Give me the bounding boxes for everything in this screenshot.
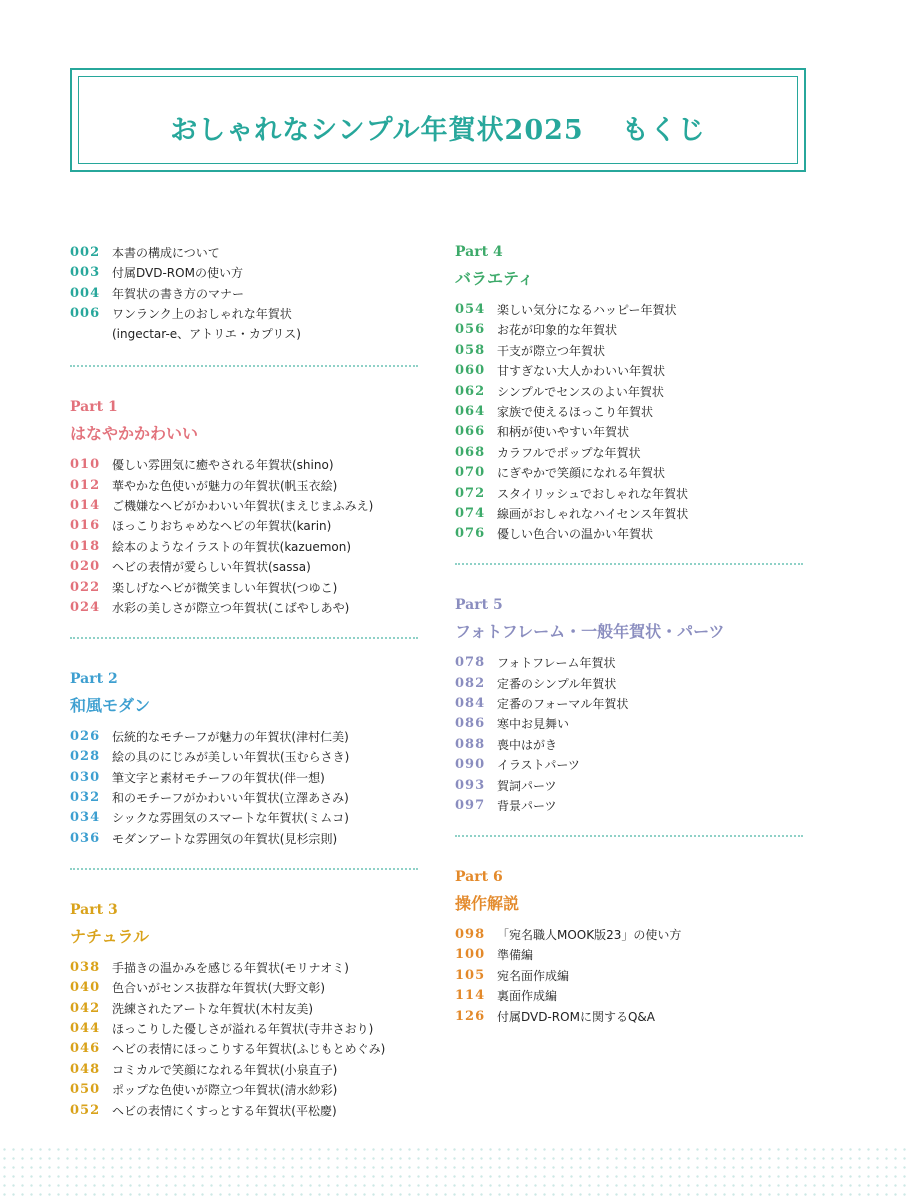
part-5-section <box>455 597 805 813</box>
left-column <box>70 240 420 1124</box>
page-number: 052 <box>70 1102 101 1118</box>
entry-title: 水彩の美しさが際立つ年賀状(こばやしあや) <box>112 600 350 615</box>
page-number: 105 <box>455 967 486 983</box>
page-number: 042 <box>70 1000 101 1016</box>
entry-title: 定番のフォーマル年賀状 <box>497 697 629 712</box>
toc-entry[interactable] <box>70 601 420 615</box>
entry-title: 準備編 <box>497 948 534 963</box>
entry-title: ヘビの表情にくすっとする年賀状(平松慶) <box>112 1103 337 1118</box>
page-number: 010 <box>70 457 101 473</box>
part-1-section <box>70 399 420 615</box>
part-name: バラエティ <box>455 269 534 288</box>
page-number: 002 <box>70 245 101 260</box>
toc-entry[interactable] <box>70 811 420 825</box>
entry-title: にぎやかで笑顔になれる年賀状 <box>497 466 666 481</box>
part-6-section <box>455 869 805 1024</box>
part-5-list <box>455 656 805 813</box>
page-number: 048 <box>70 1061 101 1077</box>
toc-entry[interactable] <box>455 344 805 358</box>
page-number: 086 <box>455 716 486 732</box>
entry-title: 喪中はがき <box>497 737 558 752</box>
page-number: 026 <box>70 728 101 744</box>
toc-entry[interactable] <box>455 656 805 670</box>
entry-title: 「宛名職人MOOK版23」の使い方 <box>497 928 682 943</box>
toc-entry[interactable] <box>70 1022 420 1036</box>
entry-title: カラフルでポップな年賀状 <box>497 445 641 460</box>
toc-entry[interactable] <box>70 458 420 472</box>
page-number: 022 <box>70 579 101 595</box>
entry-title: 背景パーツ <box>497 799 557 814</box>
toc-entry[interactable] <box>70 307 420 341</box>
page-number: 020 <box>70 559 101 575</box>
page-number: 034 <box>70 810 101 826</box>
entry-title: コミカルで笑顔になれる年賀状(小泉直子) <box>112 1062 338 1077</box>
part-name: 操作解説 <box>455 894 520 914</box>
toc-entry[interactable] <box>455 487 805 501</box>
toc-entry[interactable] <box>455 1010 805 1024</box>
part-name: はなやかかわいい <box>70 424 199 444</box>
toc-entry[interactable] <box>70 730 420 744</box>
toc-entry[interactable] <box>70 832 420 846</box>
part-label: Part 4 <box>455 244 503 260</box>
page-number: 072 <box>455 485 486 501</box>
part-3-list <box>70 961 420 1118</box>
toc-entry[interactable] <box>70 1083 420 1097</box>
entry-title: ご機嫌なヘビがかわいい年賀状(まえじまふみえ) <box>112 498 374 513</box>
toc-entry[interactable] <box>455 799 805 813</box>
part-name: フォトフレーム・一般年賀状・パーツ <box>455 622 725 642</box>
title-main: おしゃれなシンプル年賀状2025 <box>170 115 584 146</box>
toc-entry[interactable] <box>70 266 420 280</box>
page-number: 040 <box>70 980 101 996</box>
page-number: 076 <box>455 526 486 542</box>
page-number: 056 <box>455 322 486 338</box>
right-column <box>455 240 805 1030</box>
toc-entry[interactable] <box>455 446 805 460</box>
toc-entry[interactable] <box>70 750 420 764</box>
entry-title-line2: (ingectar-e、アトリエ・カプリス) <box>112 327 301 342</box>
page-number: 036 <box>70 830 101 846</box>
page-number: 074 <box>455 505 486 521</box>
part-6-list <box>455 928 805 1024</box>
entry-title: 絵本のようなイラストの年賀状(kazuemon) <box>112 539 352 554</box>
toc-entry[interactable] <box>455 364 805 378</box>
toc-entry[interactable] <box>70 581 420 595</box>
section-divider <box>70 637 418 639</box>
toc-entry[interactable] <box>70 246 420 260</box>
page-number: 003 <box>70 265 101 281</box>
toc-entry[interactable] <box>455 385 805 399</box>
page-number: 014 <box>70 497 101 513</box>
entry-title: 甘すぎない大人かわいい年賀状 <box>497 364 666 379</box>
page-number: 012 <box>70 477 101 493</box>
bottom-dot-pattern <box>0 1145 907 1200</box>
page-number: 084 <box>455 696 486 712</box>
part-2-section <box>70 671 420 846</box>
page-number: 082 <box>455 675 486 691</box>
toc-entry[interactable] <box>455 717 805 731</box>
entry-title: お花が印象的な年賀状 <box>497 323 618 338</box>
page-number: 060 <box>455 363 486 379</box>
entry-title-line1: ワンランク上のおしゃれな年賀状 <box>112 307 292 322</box>
part-4-list <box>455 303 805 541</box>
entry-title: 優しい雰囲気に癒やされる年賀状(shino) <box>112 458 334 473</box>
toc-entry[interactable] <box>70 1042 420 1056</box>
toc-entry[interactable] <box>455 527 805 541</box>
part-name: 和風モダン <box>70 695 151 715</box>
toc-entry[interactable] <box>70 1104 420 1118</box>
page-number: 078 <box>455 655 486 671</box>
entry-title: シックな雰囲気のスマートな年賀状(ミムコ) <box>112 811 349 826</box>
page-number: 032 <box>70 790 101 806</box>
entry-title: ポップな色使いが際立つ年賀状(清水紗彩) <box>112 1083 338 1098</box>
entry-title: 宛名面作成編 <box>497 968 570 983</box>
entry-title: 付属DVD-ROMの使い方 <box>112 266 243 281</box>
page-number: 126 <box>455 1008 486 1024</box>
entry-title: 寒中お見舞い <box>497 717 570 732</box>
page-number: 114 <box>455 988 486 1004</box>
toc-entry[interactable] <box>70 560 420 574</box>
part-4-section <box>455 244 805 541</box>
toc-entry[interactable] <box>70 519 420 533</box>
entry-title: 家族で使えるほっこり年賀状 <box>497 404 654 419</box>
part-label: Part 5 <box>455 597 503 614</box>
entry-title: スタイリッシュでおしゃれな年賀状 <box>497 486 689 501</box>
toc-entry[interactable] <box>455 738 805 752</box>
toc-entry[interactable] <box>70 791 420 805</box>
page-number: 050 <box>70 1082 101 1098</box>
entry-title: ほっこりした優しさが溢れる年賀状(寺井さおり) <box>112 1022 374 1037</box>
entry-title: 付属DVD-ROMに関するQ&A <box>497 1009 655 1024</box>
page-number: 064 <box>455 403 486 419</box>
page-number: 054 <box>455 302 486 317</box>
entry-title: 華やかな色使いが魅力の年賀状(帆玉衣絵) <box>112 478 338 493</box>
toc-entry[interactable] <box>455 697 805 711</box>
page-number: 088 <box>455 736 486 752</box>
page-number: 093 <box>455 777 486 793</box>
toc-entry[interactable] <box>455 405 805 419</box>
toc-entry[interactable] <box>70 479 420 493</box>
part-2-list <box>70 730 420 846</box>
entry-title: 年賀状の書き方のマナー <box>112 286 245 301</box>
page-number: 018 <box>70 538 101 554</box>
page-number: 098 <box>455 927 486 943</box>
page-number: 038 <box>70 959 101 975</box>
intro-list <box>70 246 420 341</box>
entry-title: 楽しげなヘビが微笑ましい年賀状(つゆこ) <box>112 580 338 595</box>
page-number: 062 <box>455 383 486 399</box>
page-number: 058 <box>455 342 486 358</box>
entry-title: フォトフレーム年賀状 <box>497 656 616 671</box>
part-label: Part 6 <box>455 869 503 886</box>
entry-title: 干支が際立つ年賀状 <box>497 343 606 358</box>
page-number: 046 <box>70 1041 101 1057</box>
entry-title: 賀詞パーツ <box>497 778 557 793</box>
entry-title: シンプルでセンスのよい年賀状 <box>497 384 664 399</box>
entry-title: 筆文字と素材モチーフの年賀状(伴一想) <box>112 770 325 785</box>
toc-entry[interactable] <box>455 507 805 521</box>
entry-title: 楽しい気分になるハッピー年賀状 <box>497 303 677 317</box>
toc-entry[interactable] <box>455 323 805 337</box>
entry-title: ほっこりおちゃめなヘビの年賀状(karin) <box>112 519 332 534</box>
section-divider <box>455 835 803 837</box>
page-number: 070 <box>455 465 486 481</box>
page-number: 097 <box>455 798 486 814</box>
part-label: Part 2 <box>70 670 118 687</box>
toc-entry[interactable] <box>455 969 805 983</box>
page-title <box>72 108 804 147</box>
entry-title: 絵の具のにじみが美しい年賀状(玉むらさき) <box>112 750 350 765</box>
entry-title: 本書の構成について <box>112 246 220 260</box>
entry-title: 手描きの温かみを感じる年賀状(モリナオミ) <box>112 960 349 975</box>
toc-entry[interactable] <box>455 425 805 439</box>
section-divider <box>455 563 803 565</box>
entry-title: 線画がおしゃれなハイセンス年賀状 <box>497 506 689 521</box>
page-number: 066 <box>455 424 486 440</box>
entry-title: モダンアートな雰囲気の年賀状(見杉宗則) <box>112 831 338 846</box>
entry-title: 和柄が使いやすい年賀状 <box>497 425 630 440</box>
page-number: 030 <box>70 769 101 785</box>
title-frame <box>70 68 806 172</box>
page-number: 044 <box>70 1021 101 1037</box>
page-number: 090 <box>455 757 486 773</box>
part-label: Part 3 <box>70 901 118 918</box>
page-number: 068 <box>455 444 486 460</box>
toc-entry[interactable] <box>70 1063 420 1077</box>
page-number: 006 <box>70 306 101 322</box>
toc-entry[interactable] <box>70 981 420 995</box>
entry-title: 定番のシンプル年賀状 <box>497 676 617 691</box>
toc-entry[interactable] <box>70 771 420 785</box>
toc-entry[interactable] <box>455 928 805 942</box>
toc-entry[interactable] <box>455 779 805 793</box>
part-label: Part 1 <box>70 399 118 416</box>
entry-title <box>112 307 301 341</box>
toc-entry[interactable] <box>70 499 420 513</box>
entry-title: 洗練されたアートな年賀状(木村友美) <box>112 1001 314 1016</box>
page-number: 100 <box>455 947 486 963</box>
entry-title: ヘビの表情にほっこりする年賀状(ふじもとめぐみ) <box>112 1042 386 1057</box>
entry-title: 優しい色合いの温かい年賀状 <box>497 527 654 542</box>
toc-entry[interactable] <box>70 287 420 301</box>
page-number: 028 <box>70 749 101 765</box>
toc-entry[interactable] <box>455 677 805 691</box>
entry-title: 伝統的なモチーフが魅力の年賀状(津村仁美) <box>112 729 349 744</box>
entry-title: 裏面作成編 <box>497 989 558 1004</box>
part-3-section <box>70 902 420 1118</box>
toc-entry[interactable] <box>70 1002 420 1016</box>
entry-title: イラストパーツ <box>497 758 580 773</box>
toc-entry[interactable] <box>455 758 805 772</box>
entry-title: 和のモチーフがかわいい年賀状(立澤あさみ) <box>112 791 349 806</box>
toc-entry[interactable] <box>70 540 420 554</box>
page-number: 016 <box>70 518 101 534</box>
page-number: 024 <box>70 599 101 615</box>
part-1-list <box>70 458 420 615</box>
section-divider <box>70 365 418 367</box>
page-number: 004 <box>70 285 101 301</box>
entry-title: ヘビの表情が愛らしい年賀状(sassa) <box>112 560 311 575</box>
toc-entry[interactable] <box>455 303 805 317</box>
toc-entry[interactable] <box>70 961 420 975</box>
toc-entry[interactable] <box>455 466 805 480</box>
section-divider <box>70 868 418 870</box>
toc-entry[interactable] <box>455 989 805 1003</box>
entry-title: 色合いがセンス抜群な年賀状(大野文彰) <box>112 981 326 996</box>
toc-entry[interactable] <box>455 948 805 962</box>
title-sub: もくじ <box>621 115 706 146</box>
part-name: ナチュラル <box>70 926 150 946</box>
